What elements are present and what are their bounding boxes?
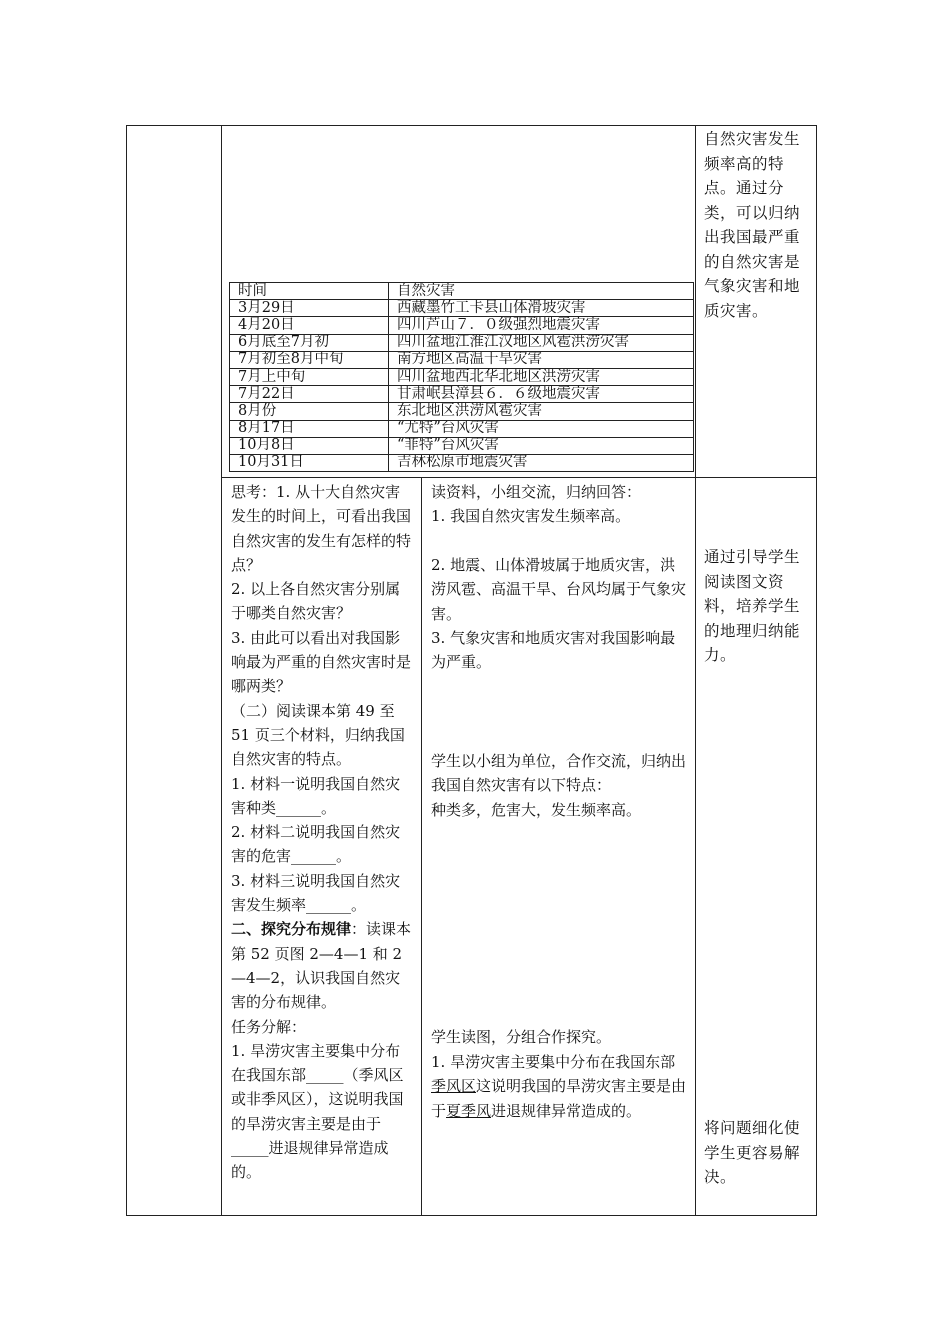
table-row <box>230 420 694 437</box>
drought-answer-monsoon-zone: 季风区 <box>431 1077 477 1096</box>
row-time: 10月8日 <box>230 437 389 454</box>
table-row <box>230 300 694 317</box>
row-disaster: 东北地区洪涝风雹灾害 <box>389 403 694 420</box>
row-disaster: 甘肃岷县漳县６．６级地震灾害 <box>389 386 694 403</box>
table-row <box>230 351 694 368</box>
row-disaster: 南方地区高温干旱灾害 <box>389 351 694 368</box>
row-disaster: 吉林松原市地震灾害 <box>389 454 694 471</box>
table-row <box>230 334 694 351</box>
drought-text-c: 这说明我国的旱涝灾害主要是由于 <box>431 1077 687 1120</box>
row-time: 7月初至8月中旬 <box>230 351 389 368</box>
outer-border-bottom <box>126 1215 817 1216</box>
read-task: （二）阅读课本第 49 至 51 页三个材料，归纳我国自然灾害的特点。 <box>231 701 405 769</box>
drought-text-e: 进退规律异常造成的。 <box>491 1101 642 1120</box>
table-row <box>230 437 694 454</box>
material-3-question: 3. 材料三说明我国自然灾害发生频率______。 <box>231 871 401 915</box>
row-time: 6月底至7月初 <box>230 334 389 351</box>
col-divider-1 <box>221 125 222 1216</box>
material-2-question: 2. 材料二说明我国自然灾害的危害______。 <box>231 823 401 866</box>
row-time: 8月17日 <box>230 420 389 437</box>
header-disaster: 自然灾害 <box>389 283 694 300</box>
table-row <box>230 386 694 403</box>
table-row <box>230 317 694 334</box>
disaster-table-header <box>230 283 694 300</box>
material-1-question: 1. 材料一说明我国自然灾害种类______。 <box>231 774 401 817</box>
student-intro: 读资料，小组交流，归纳回答： <box>431 483 642 501</box>
col-divider-3 <box>695 125 696 1216</box>
top-right-note: 自然灾害发生频率高的特点。通过分类，可以归纳出我国最严重的自然灾害是气象灾害和地质灾害。 <box>704 130 801 320</box>
drought-answer-summer-monsoon: 夏季风 <box>446 1101 492 1120</box>
section-2 <box>231 917 414 1014</box>
design-note-2: 将问题细化使学生更容易解决。 <box>704 1119 801 1186</box>
row-time: 3月29日 <box>230 300 389 317</box>
drought-text-a: 1. 旱涝灾害主要集中分布在我国东部 <box>431 1053 676 1071</box>
row-time: 10月31日 <box>230 454 389 471</box>
student-answer-3: 3. 气象灾害和地质灾害对我国影响最为严重。 <box>431 629 676 672</box>
disaster-table <box>229 282 694 472</box>
student-read-map: 学生读图，分组合作探究。 <box>431 1028 612 1046</box>
table-row <box>230 403 694 420</box>
student-answer-1: 1. 我国自然灾害发生频率高。 <box>431 507 631 525</box>
design-note-1: 通过引导学生阅读图文资料，培养学生的地理归纳能力。 <box>704 548 801 664</box>
row-divider <box>221 477 817 478</box>
row-disaster: 四川芦山７．０级强烈地震灾害 <box>389 317 694 334</box>
teacher-column <box>231 480 414 1185</box>
row-disaster: “尤特”台风灾害 <box>389 420 694 437</box>
section-2-title: 二、探究分布规律 <box>231 920 352 939</box>
row-time: 8月份 <box>230 403 389 420</box>
row-disaster: 四川盆地西北华北地区洪涝灾害 <box>389 368 694 385</box>
student-answer-2: 2. 地震、山体滑坡属于地质灾害，洪涝风雹、高温干旱、台风均属于气象灾害。 <box>431 556 687 623</box>
student-features: 种类多，危害大，发生频率高。 <box>431 801 642 819</box>
task-1: 1. 旱涝灾害主要集中分布在我国东部_____（季风区或非季风区），这说明我国的旱涝灾害主要是由于_____进退规律异常造成的。 <box>231 1041 404 1182</box>
section-2-text: ：读课本第 52 页图 2—4—1 和 2—4—2，认识我国自然灾害的分布规律。 <box>231 920 412 1012</box>
table-row <box>230 368 694 385</box>
table-row <box>230 454 694 471</box>
student-drought-answer <box>431 1050 689 1123</box>
row-time: 4月20日 <box>230 317 389 334</box>
task-title: 任务分解： <box>231 1017 307 1036</box>
think-question-1: 思考：1. 从十大自然灾害发生的时间上，可看出我国自然灾害的发生有怎样的特点？ <box>231 483 412 574</box>
outer-border-left <box>126 125 127 1216</box>
col-divider-2 <box>421 477 422 1216</box>
header-time: 时间 <box>230 283 389 300</box>
outer-border-right <box>816 125 817 1216</box>
outer-border-top <box>126 125 817 126</box>
think-question-3: 3. 由此可以看出对我国影响最为严重的自然灾害时是哪两类？ <box>231 628 412 696</box>
row-time: 7月22日 <box>230 386 389 403</box>
row-time: 7月上中旬 <box>230 368 389 385</box>
row-disaster: “菲特”台风灾害 <box>389 437 694 454</box>
think-question-2: 2. 以上各自然灾害分别属于哪类自然灾害？ <box>231 580 401 623</box>
row-disaster: 四川盆地江淮江汉地区风雹洪涝灾害 <box>389 334 694 351</box>
row-disaster: 西藏墨竹工卡县山体滑坡灾害 <box>389 300 694 317</box>
student-group-work: 学生以小组为单位，合作交流，归纳出我国自然灾害有以下特点： <box>431 752 687 795</box>
